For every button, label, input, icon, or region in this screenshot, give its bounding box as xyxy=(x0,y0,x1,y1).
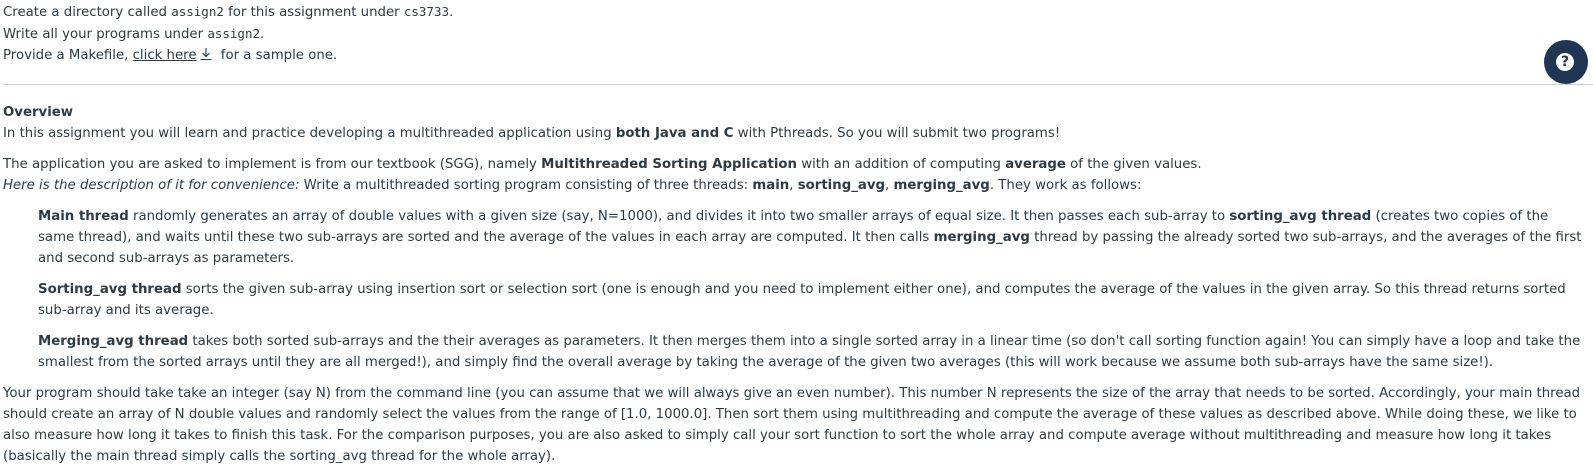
paragraph-text: (creates two copies of the same thread), and waits until these two sub-arrays are sorted and the average of the values in each array are computed. It then calls xyxy=(38,209,1549,245)
paragraph-text: The application you are asked to implement is from our textbook (SGG), namely xyxy=(3,157,542,172)
paragraph-text: Write a multithreaded sorting program consisting of three threads: xyxy=(299,178,753,193)
overview-paragraph-2 xyxy=(3,154,1583,175)
download-icon[interactable] xyxy=(199,47,213,61)
intro-line-programs xyxy=(3,23,1583,45)
section-divider xyxy=(3,84,1593,85)
program-requirements-paragraph: Your program should take take an integer (say N) from the command line (you can assume that we will always give an even number). This number N represents the size of the array that needs to be sorted. Accordingly, your main thread should create an array of N double values and randomly select the values from the range of [1.0, 1000.0]. Then sort them using multithreading and compute the average of these values as described above. While doing these, we like to also measure how long it takes to finish this task. For the comparison purposes, you are also asked to simply call your sort function to sort the whole array and compute average without multithreading and measure how long it takes (basically the main thread simply calls the sorting_avg thread for the whole array). xyxy=(3,386,1581,464)
paragraph-text: randomly generates an array of double values with a given size (say, N=1000), and divides it into two smaller arrays of equal size. It then passes each sub-array to xyxy=(128,209,1230,224)
overview-heading: Overview xyxy=(3,105,74,120)
code-assign2: assign2 xyxy=(207,26,260,41)
code-cs3733: cs3733 xyxy=(403,4,450,19)
sorting-thread-description xyxy=(38,279,1583,321)
bold-text: both Java and C xyxy=(615,126,734,141)
paragraph-text: In this assignment you will learn and practice developing a multithreaded application using xyxy=(3,126,616,141)
bold-text: sorting_avg thread xyxy=(1229,209,1372,224)
intro-line-makefile xyxy=(3,45,1583,66)
bold-text: Sorting_avg thread xyxy=(38,282,182,297)
code-assign2: assign2 xyxy=(171,4,224,19)
intro-line-directory xyxy=(3,1,1583,23)
main-thread-description xyxy=(38,206,1583,269)
merging-thread-description xyxy=(38,331,1583,373)
help-icon: ? xyxy=(1556,53,1574,71)
intro-text: Create a directory called xyxy=(3,5,172,20)
makefile-download-link[interactable]: click here xyxy=(132,48,197,63)
paragraph-text: with an addition of computing xyxy=(796,157,1006,172)
paragraph-text: , xyxy=(885,178,894,193)
help-button[interactable] xyxy=(1544,40,1588,84)
italic-text: Here is the description of it for convenience: xyxy=(3,178,300,193)
bold-text: main xyxy=(752,178,790,193)
bold-text: Merging_avg thread xyxy=(38,334,189,349)
paragraph-text: , xyxy=(789,178,798,193)
bold-text: sorting_avg xyxy=(797,178,886,193)
intro-text: Provide a Makefile, xyxy=(3,48,133,63)
bold-text: Multithreaded Sorting Application xyxy=(541,157,797,172)
intro-text: for this assignment under xyxy=(223,5,404,20)
intro-text: for a sample one. xyxy=(216,48,338,63)
paragraph-text: takes both sorted sub-arrays and the their averages as parameters. It then merges them into a single sorted array in a linear time (so don't call sorting function again! You can simply have a loop and take the smallest from the sorted arrays until they are all merged!), and simply find the overall average by taking the average of the given two averages (this will work because we assume both sub-arrays have the same size!). xyxy=(38,334,1581,370)
paragraph-text: with Pthreads. So you will submit two programs! xyxy=(733,126,1061,141)
paragraph-text: thread by passing the already sorted two sub-arrays, and the averages of the first and second sub-arrays as parameters. xyxy=(38,230,1582,266)
bold-text: merging_avg xyxy=(933,230,1030,245)
bold-text: average xyxy=(1005,157,1066,172)
intro-text: Write all your programs under xyxy=(3,27,208,42)
bold-text: merging_avg xyxy=(893,178,990,193)
overview-paragraph-3 xyxy=(3,175,1583,196)
paragraph-text: sorts the given sub-array using insertion sort or selection sort (one is enough and you need to implement either one), and computes the average of the values in the given array. So this thread returns sorted sub-array and its average. xyxy=(38,282,1566,318)
assignment-content xyxy=(3,1,1583,467)
paragraph-text: . They work as follows: xyxy=(989,178,1142,193)
overview-paragraph-1 xyxy=(3,123,1583,144)
intro-text: . xyxy=(260,27,265,42)
paragraph-text: of the given values. xyxy=(1065,157,1202,172)
intro-text: . xyxy=(449,5,454,20)
thread-descriptions xyxy=(38,206,1583,373)
bold-text: Main thread xyxy=(38,209,129,224)
